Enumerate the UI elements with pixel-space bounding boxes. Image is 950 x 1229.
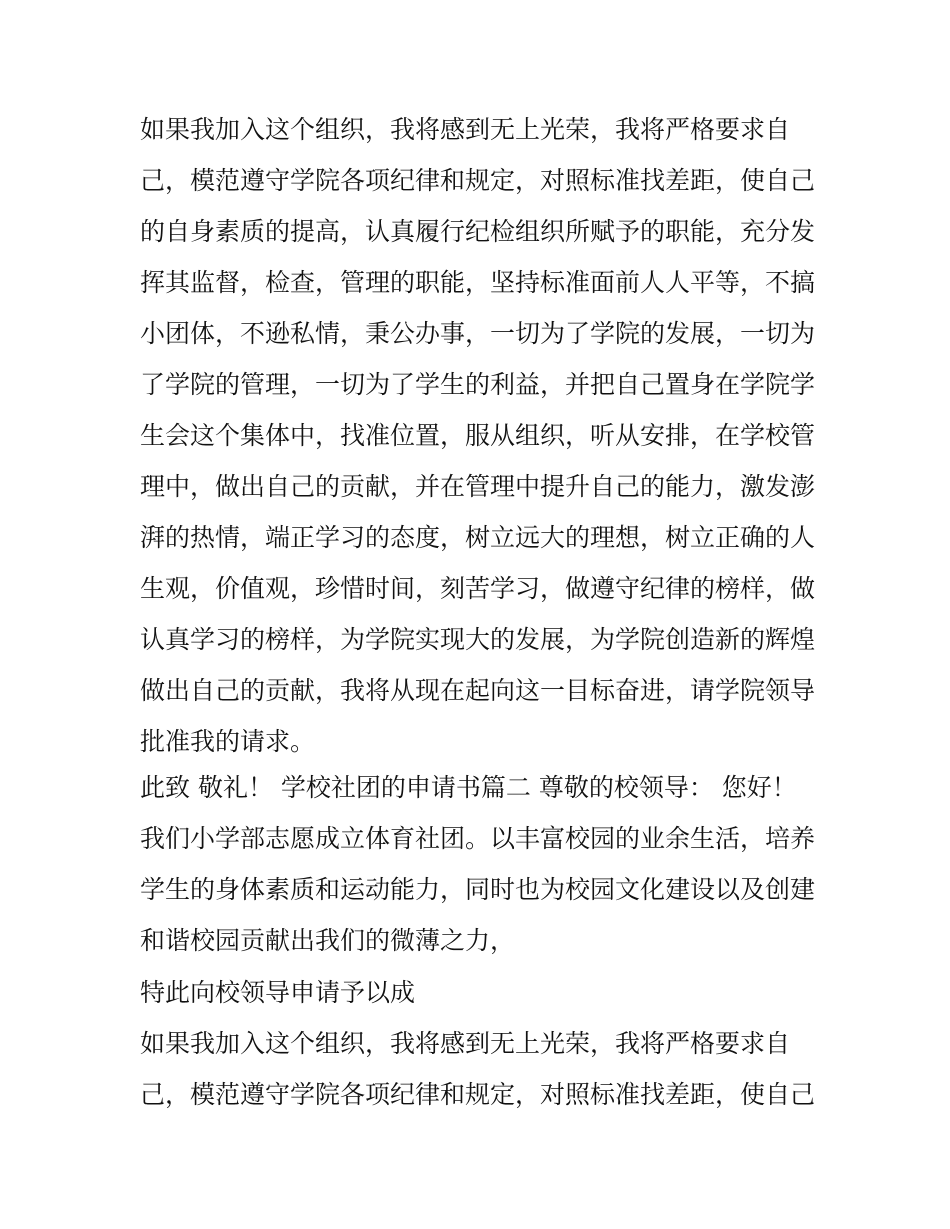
- text-line-12: 做出自己的贡献，我将从现在起向这一目标奋进，请学院领导: [140, 676, 816, 705]
- text-line-14: 此致 敬礼！ 学校社团的申请书篇二 尊敬的校领导： 您好！: [140, 773, 797, 802]
- text-line-1: 如果我加入这个组织，我将感到无上光荣，我将严格要求自: [140, 115, 791, 144]
- text-line-13: 批准我的请求。: [140, 727, 316, 756]
- text-line-7: 生会这个集体中，找准位置，服从组织，听从安排，在学校管: [140, 421, 816, 450]
- text-line-18: 特此向校领导申请予以成: [140, 978, 416, 1007]
- text-line-8: 理中，做出自己的贡献，并在管理中提升自己的能力，激发澎: [140, 472, 816, 501]
- text-line-16: 学生的身体素质和运动能力，同时也为校园文化建设以及创建: [140, 875, 816, 904]
- text-line-10: 生观，价值观，珍惜时间，刻苦学习，做遵守纪律的榜样，做: [140, 574, 816, 603]
- text-line-15: 我们小学部志愿成立体育社团。以丰富校园的业余生活，培养: [140, 824, 816, 853]
- text-line-20: 己，模范遵守学院各项纪律和规定，对照标准找差距，使自己: [140, 1080, 816, 1109]
- text-line-19: 如果我加入这个组织，我将感到无上光荣，我将严格要求自: [140, 1029, 791, 1058]
- text-line-11: 认真学习的榜样，为学院实现大的发展，为学院创造新的辉煌: [140, 625, 816, 654]
- text-line-6: 了学院的管理，一切为了学生的利益，并把自己置身在学院学: [140, 370, 816, 399]
- text-line-2: 己，模范遵守学院各项纪律和规定，对照标准找差距，使自己: [140, 166, 816, 195]
- text-line-9: 湃的热情，端正学习的态度，树立远大的理想，树立正确的人: [140, 523, 816, 552]
- text-line-17: 和谐校园贡献出我们的微薄之力，: [140, 926, 516, 955]
- text-line-4: 挥其监督，检查，管理的职能，坚持标准面前人人平等，不搞: [140, 268, 816, 297]
- text-line-5: 小团体，不逊私情，秉公办事，一切为了学院的发展，一切为: [140, 319, 816, 348]
- text-line-3: 的自身素质的提高，认真履行纪检组织所赋予的职能，充分发: [140, 217, 816, 246]
